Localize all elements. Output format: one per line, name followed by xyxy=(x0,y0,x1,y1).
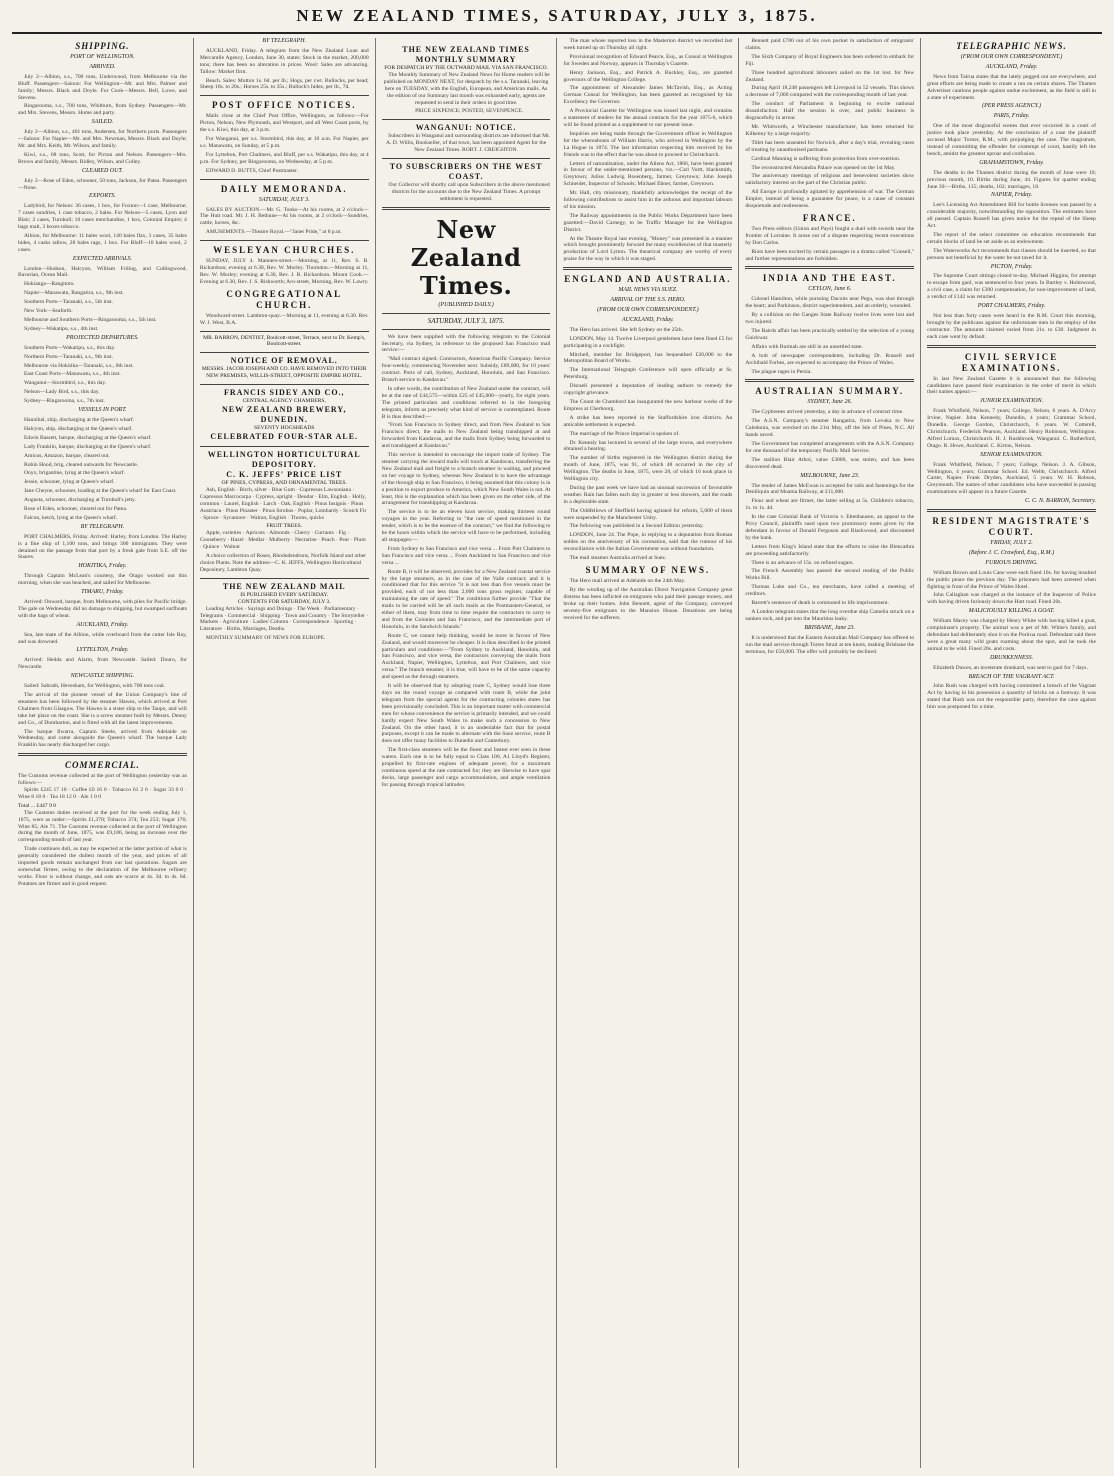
lyttelton-heading: LYTTELTON, Friday. xyxy=(76,647,129,654)
column-news xyxy=(557,38,739,1468)
removal-ad xyxy=(200,352,369,380)
furious-driving-heading: FURIOUS DRIVING. xyxy=(985,559,1038,566)
dentist-ad xyxy=(200,331,369,349)
divider xyxy=(927,509,1096,512)
west-coast-ad xyxy=(382,158,551,203)
removal-text: MESSRS. JACOB JOSEPH AND CO. HAVE REMOVED INTO THEIR NEW PREMISES, WILLIS-STREET, OPPOSITE EMPIRE HOTEL. xyxy=(201,366,367,380)
customs-total xyxy=(18,803,187,810)
exports-heading: EXPORTS. xyxy=(88,193,116,200)
sailed-heading: SAILED. xyxy=(91,119,114,126)
newcastle-heading: NEWCASTLE SHIPPING. xyxy=(70,673,135,680)
divider xyxy=(927,345,1096,348)
text-block: The deaths in the Thames district during the month of June were 10; previous month, 10. Births during June, 44. Figures for quarter ending June 30:—Births, 115; deaths, 102; marriages, 18. xyxy=(927,169,1096,190)
text-block: One of the most disgraceful scenes that ever occurred in a court of justice took place yesterday. At the conclusion of a case the plaintiff accused Major Turner, R.M., with prejudging the case. The magistrate, instead of committing the offender for contempt of court, hastily left the bench, amidst the greatest uproar and confusion. xyxy=(927,123,1096,157)
text-block: Spirits £245 17 10 · Coffee £0 16 0 · Tobacco 61 2 6 · Sugar 33 0 0 · Wine 8 18 0 · Tea 18 12 0 · Ale 1 0 0 xyxy=(18,787,187,800)
column-shipping xyxy=(12,38,194,1468)
hogsheads-text: SEVENTY HOGSHEADS xyxy=(253,425,315,432)
dentist-ad-text: MR. BARRON, DENTIST, Boulcott-street, Terrace, next to Dr. Kemp's, Boulcott-street. xyxy=(203,334,366,348)
summary-news-heading: SUMMARY OF NEWS. xyxy=(585,565,711,575)
columns xyxy=(12,38,1102,1468)
port-heading: PORT OF WELLINGTON. xyxy=(70,54,135,60)
text-block: Hannibal, ship, discharging at the Queen's wharf. Halcyon, ship, discharging at the Queen's wharf. Edwin Bassett, barque, discharging at the Queen's wharf. Lady Franklin, barque, discharging at the Queen's wharf. Amicus, Amazon, barque, cleared out. Robin Hood, brig, cleared outwards for Newcastle. Onyx, brigantine, lying at the Queen's wharf. Jessie, schooner, lying at Queen's wharf. Jane Cheyne, schooner, loading at the Queen's wharf for East Coast. Augusta, schooner, discharging at Turnbull's jetty. Rose of Eden, schooner, cleared out for Patea. Falcon, ketch, lying at the Queen's wharf. xyxy=(24,416,177,521)
civil-service-heading: CIVIL SERVICE EXAMINATIONS. xyxy=(961,351,1062,373)
mail-contents: CONTENTS FOR SATURDAY, JULY 3. xyxy=(237,598,331,605)
divider xyxy=(18,753,187,756)
jeffs-sub: OF PINES, CYPRESS, AND ORNAMENTAL TREES. xyxy=(221,480,347,486)
expected-heading: EXPECTED ARRIVALS. xyxy=(72,255,132,262)
text-block: The man whose reported loss in the Masterton district we recorded last week turned up on Thursday all right. Provisional recognition of Edward Pearce, Esq., as Consul at Wellington for Sweden and Norway, appears in Thursday's Gazette. Henry Jackson, Esq., and Patrick A. Buckley, Esq., are gazetted governors of the Wellington College. The appointment of Alexander James McTavish, Esq., as Acting German Consul for Wellington, has been gazetted as recognised by his Excellency the Governor. A Provincial Gazette for Wellington was issued last night, and contains a statement of tenders for the annual contracts for the year 1875-6, which will be found printed as a supplement to our present issue. Inquiries are being made through the Government officer in Wellington for the whereabouts of William Harris, who arrived in Wellington by the La Hogue in 1874. The last information respecting him received by his friends was to the effect that he was about to proceed to Christchurch. Letters of naturalisation, under the Aliens Act, 1866, have been granted in favour of the under-mentioned persons, viz.—Carl Vortt, blacksmith, Greytown; Julius Ludwig Rosenberg, farmer, Greytown; John Joseph Schneider, Inspector of Schools; Michael Ebner, farmer, Greytown. Mr. Hall, city missionary, thankfully acknowledges the receipt of the following contributions to assist him in the arduous and important labours of his mission. The Railway appointments in the Public Works Department have been gazetted:—David Carnegy, to be Traffic Manager for the Wellington District. At the Theatre Royal last evening, "Money" was presented in a manner which brought prominently forward the many excellencies of that masterly production of Lord Lytton. The theatrical company are worthy of every praise for the way in which it was staged. xyxy=(563,38,733,263)
divider xyxy=(382,313,551,314)
arrived-heading: ARRIVED. xyxy=(89,63,116,70)
editorial-text: We have been supplied with the following telegram to the Colonial Secretary, via Sydney, in reference to the proposed San Francisco mail service:— "Mail contract signed. Contractors, American Pacific Company. Service four-weekly, commencing November next. Subsidy, £89,000, for 10 years' contract. Ports of call, Sydney, Auckland, Honolulu, and San Francisco. Branch service to Kandavau." In other words, the contribution of New Zealand under the contract, will be at the rate of £44,575—within £25 of £45,000—yearly, for eight years. The printed particulars and conditions referred to in the foregoing telegram, inform us precisely what kind of service is contemplated. Route B is thus described:— "From San Francisco to Sydney direct, and from New Zealand to San Francisco direct, the mails to New Zealand being transhipped at and forwarded from Kandavau, and the mails from Sydney being forwarded to and transhipped at Kandavau." This service is intended to encourage the import trade of Sydney. The steamer carrying the inward mails will touch at Kandavau, transferring the New Zealand mail and freight to a branch steamer in waiting, and proceed on her voyage to Sydney, whereas New Zealand is to have the advantage of the through ship to San Francisco, it being assumed that this colony is in a position to export produce to America, which New South Wales is not. At least, this is the explanation which has been given on the other side, of the arrangement for transhipping at Kandavau. The service is to be an eleven knot service, making thirteen round voyages in the year. Referring to "the rate of speed mentioned in the tender, which is to be the essence of the contract," we find the following to be the hours within which the service will have to be performed, including all stoppages:— From Sydney to San Francisco and vice versa ... From Port Chalmers to San Francisco and vice versa ... From Auckland to San Francisco and vice versa ... Route B, it will be observed, provides for a New Zealand coastal service by the large steamers, as in the case of the Vaile contract; and it is conditioned that for this service "it is not less than five vessels must be provided, each of not less than 2,000 tons gross register, capable of maintaining the rate of speed." The conditions further provide "That the mails to be carried will be all such mails as the Postmasters-General, or either of them, may from time to time require the contractors to carry to and from the Colonies and San Francisco, and the intermediate port of Honolulu, in the Sandwich Islands." Route C, we cannot help thinking, would be more in favour of New Zealand, and would moreover be cheaper. It is thus described in the printed particulars and conditions:—"From Sydney to Auckland, Honolulu, and San Francisco, and vice versa, the contractors conveying the mails from Auckland, Napier, Wellington, Lyttelton, and Port Chalmers, and vice versa." The branch steamer, it is true, will have to be of the same capacity and speed as the through steamers. It will be observed that by adopting route C, Sydney would lose three days on the round voyage as compared with route B, while the joint telegram from the special agents for the contracting colonies states has been provisionally concluded. This is an important matter with commercial men for whose convenience the service is primarily intended, and we could hardly expect New South Wales to make such a concession to New Zealand. On the other hand, it is an undeniable fact that for postal purposes, except it can be made to alternate with the Suez service, route B does not offer many facilities to Dunedin and Canterbury. The first-class steamers will be the finest and fastest ever seen in these waters. Each one is to be fully equal to Class 100, A1 Lloyd's Register, propelled by first-rate engines of adequate power, for a maximum continuous speed at the rate contracted for; they are likewise to have spar decks, large passenger and cargo accommodation, and ample ventilation for passing through tropical latitudes. xyxy=(381,333,551,788)
napier-dateline: NAPIER, Friday. xyxy=(990,192,1033,199)
france-heading: FRANCE. xyxy=(802,212,857,223)
text-block: PORT CHALMERS, Friday. Arrived: Harley, from London. The Harley is a fine ship of 1,100 tons, and brings 300 immigrants. They were detained on the passage from that port by a fresh gale from S.E. off the Snares. xyxy=(18,533,187,561)
text-block: AUCKLAND, Friday. A telegram from the New Zealand Loan and Mercantile Agency, London, June 30, states: Stock in the market, 200,000 tons; there has been no alteration in prices. Wool: Sales are advancing. Tallow: Market firm. Beach. Sales: Mutton 1s. 6d. per lb.; Hogs, per cwt. Bullocks, per head; Sheep 16s. to 20s.; Horses 25s. to 35s.; Bullock's hides, per lb., 7d. xyxy=(199,47,369,91)
text-block: July 2—Rose of Eden, schooner, 50 tons, Jackson, for Patea. Passengers—None. xyxy=(18,177,187,191)
text-block: Leading Articles · Sayings and Doings · The Week · Parliamentary · Telegrams · Commercial · Shipping · Town and Country · The Storyteller · Markets · Agriculture · Ladies' Column · Correspondence · Sporting · Literature · Births, Marriages, Deaths. MONTHLY SUMMARY OF NEWS FOR EUROPE. xyxy=(199,605,369,642)
drunkenness-heading: DRUNKENNESS. xyxy=(989,654,1034,661)
text-block: In last New Zealand Gazette it is announced that the following candidates have passed their examination in the order of merit in which their names appear:— xyxy=(927,375,1096,396)
shipping-heading: SHIPPING. xyxy=(75,41,130,51)
timaru-heading: TIMARU, Friday. xyxy=(81,589,124,596)
junior-heading: JUNIOR EXAMINATION. xyxy=(980,398,1044,405)
mail-ad xyxy=(200,578,369,642)
paris-dateline: PARIS, Friday. xyxy=(993,113,1030,120)
text-block: SUNDAY, JULY 4. Manners-street.—Morning, at 11, Rev. S. B. Richardson; evening at 6.30, Rev. W. Morley. Thorndon.—Morning at 11, Rev. W. Morley; evening at 6.30, Rev. J. B. Richardson. Mount Cook.—Evening at 6.30, Rev. J. S. Rishworth; Aro-street, Morning, Rev. W. Lawry. xyxy=(199,258,369,285)
court-before: (Before J. C. Crawford, Esq., R.M.) xyxy=(968,549,1055,556)
court-heading: RESIDENT MAGISTRATE'S COURT. xyxy=(932,516,1091,538)
senior-heading: SENIOR EXAMINATION. xyxy=(980,451,1043,458)
text-block: Not less than forty cases were heard in the R.M. Court this morning, brought by the publicans against the unfortunate men in the employ of the contractor. The amounts claimed varied from 21s. to £30. Judgment in each case went by default. xyxy=(927,313,1096,340)
melbourne-dateline: MELBOURNE, June 23. xyxy=(800,472,860,479)
auckland-dateline: AUCKLAND, Friday. xyxy=(985,63,1038,70)
divider xyxy=(745,379,914,382)
divider xyxy=(563,267,732,270)
text-block: Lee's Licensing Act Amendment Bill for bottle licenses was passed by a considerable majority, notwithstanding the opposition. The estimates have all passed. Captain Russell has given notice for the repeal of the Sheep Act. The report of the select committee on education recommends that certain blocks of land be set aside as an endowment. The Waterworks Act recommends that classes should be inserted, so that persons not beneficial by the water be not taxed for it. xyxy=(927,202,1096,261)
own-correspondent-note: (FROM OUR OWN CORRESPONDENT.) xyxy=(597,307,699,313)
text-block: SALES BY AUCTION.—Mr. G. Tonks—At his rooms, at 2 o'clock—The Hutt road. Mr. J. H. Bethune—At his rooms, at 2 o'clock—Sundries, cattle, horses, &c. AMUSEMENTS.—Theatre Royal.—"Janet Pride," at 8 p.m. xyxy=(199,206,369,236)
text-block: News from Tairua states that the lately pegged out are everywhere, and great efforts are being made to create a run on certain shares. The Thames Advertiser cautions people against undue excitement, as the field is still in a state of experiment. xyxy=(927,73,1096,101)
text-block: The Customs duties received at the port for the week ending July 1, 1875, were as under:—Spirits £1,378; Tobacco 374; Tea 253; Sugar 176; Wine 85; Ale 71. The Customs revenue collected at the port of Wellington during the month of June, 1875, was £9,186, being an increase over the corresponding month of last year. Trade continues dull, as may be expected at the latter portion of what is generally considered the dullest month of the year, and prices of all imported goods remain unchanged from our last quotations. Sugars are somewhat firmer, owing to the declaration of the Melbourne refinery works. Flour is without change, and oats are scarce at 4s. 3d. to 4s. 6d. Potatoes are firmer and in good request. xyxy=(18,809,187,887)
text-block: Subscribers in Wanganui and surrounding districts are informed that Mr. A. D. Willis, Bookseller, of that town, has been appointed Agent for the New Zealand Times. ROBT. J. CREIGHTON. xyxy=(385,133,551,154)
arrival-heading: ARRIVAL OF THE S.S. HERO. xyxy=(610,297,686,304)
sidey-heading: FRANCIS SIDEY AND CO., xyxy=(223,388,345,398)
text-block: William Macey was charged by Henry White with having killed a goat, complainant's property. The animal was a pet of Mr. White's family, and defendant had deliberately shot it on the Porirua road. Defendant said there were a great many wild goats roaming about the spot, and he took the animal to be wild. Fined 20s. and costs. xyxy=(927,618,1096,652)
projected-heading: PROJECTED DEPARTURES. xyxy=(66,334,139,341)
column-notices xyxy=(194,38,376,1468)
secretary-signature: C. C. N. BARRON, Secretary. xyxy=(1025,498,1096,505)
wanganui-heading: WANGANUI: NOTICE. xyxy=(415,123,517,133)
published-daily: (PUBLISHED DAILY.) xyxy=(438,301,494,308)
text-block: The tender of James McEwan is accepted for rails and fastenings for the Deniliquin and Moama Railway, at £11,000. Flour and wheat are firmer, the latter selling at 5s. Children's tobacco, 1s. to 1s. 4d. In the case Colonial Bank of Victoria v. Ettenhausen, an appeal to the Privy Council, plaintiffs sued upon two promissory notes given by the defendant in favour of Donald Ferguson and Blackwood, and discounted by the bank. Letters from King's Island state that the efforts to raise the Blencathra are proceeding satisfactorily. There is an advance of 15s. on refined sugars. The French Assembly has passed the second reading of the Public Works Bill. Thomas Luke and Co., tea merchants, have called a meeting of creditors. Barrett's sentence of death is commuted to life imprisonment. A London telegram states that the long overdue ship Camelia struck on a sunken rock, and put into the Mauritius leaky. xyxy=(745,482,915,622)
text-block: Ash, English · Birch, silver · Blue Gum · Cupressus Lawsoniana · Cupressus Macrocarpa · Cypress, upright · Deodar · Elm, English · Holly, common · Laurel, English · Larch · Oak, English · Pinus Insignis · Pinus Austriaca · Pinus Pinaster · Pinus Strobus · Poplar, Lombardy · Scotch Fir · Spruce · Sycamore · Walnut, English · Thorns, quicks xyxy=(199,486,367,521)
sidey-ad xyxy=(200,384,369,442)
text-block: Arrived: Onward, barque, from Melbourne, with piles for Pacific bridge. The gale on Wednesday did no damage to shipping, but swamped surfboats with the bags of wheat. xyxy=(18,599,187,619)
text-block: Frank Whitfield, Nelson, 7 years; College, Nelson, 6 years. A. D'Arcy Irvine, Napier. John Kennedy, Dunedin, 4 years; Grammar School, Dunedin. George Gordon, Christchurch, 6 years. W. Cotterell, Christchurch. Frederick Pearson, Auckland. Henry Robinson, Wellington. Alfred Lomax, Christchurch. H. J. Rushbrook, Wanganui. C. Rutherford, Otago. R. Howe, Auckland. C. Kirton, Nelson. xyxy=(927,408,1096,449)
maliciously-heading: MALICIOUSLY KILLING A GOAT. xyxy=(968,608,1055,615)
text-block: The Hero mail arrived at Adelaide on the 24th May. By the winding up of the Australian Direct Navigation Company great distress has been inflicted on emigrants who paid their passage money, and broke up their homes. John Bennett, agent of the Company, conveyed seventy-five emigrants to the Mansion House. Donations are being received for the sufferers. xyxy=(563,578,733,621)
masthead-title: NEW ZEALAND TIMES, SATURDAY, JULY 3, 1875. xyxy=(296,6,818,25)
india-heading: INDIA AND THE EAST. xyxy=(762,273,897,284)
text-block: Colonel Hamilton, while pursuing Dacoits near Pegu, was shot through the heart; and Parkinson, district superintendent, and an orderly, wounded. By a collision on the Ganges State Railway twelve lives were lost and two injured. The Bairds affair has been practically settled by the selection of a young Guickwar. Affairs with Burmah are still in an unsettled state. A bolt of newspaper correspondents, including Dr. Russell and Archibald Forbes, are expected to accompany the Prince of Wales. The plague rages in Persia. xyxy=(745,296,915,375)
vessels-heading: VESSELS IN PORT. xyxy=(78,407,127,414)
editorial-dateline: SATURDAY, JULY 3, 1875. xyxy=(427,316,505,325)
text-block: Mails close at the Chief Post Office, Wellington, as follows:—For Picton, Nelson, New Plymouth, and Westport, and all West Coast ports, by the s.s. Kiwi, this day, at 3 p.m. For Wanganui, per s.s. Stormbird, this day, at 10 a.m. For Napier, per s.s. Manawatu, on Sunday, at 5 p.m. For Lyttelton, Port Chalmers, and Bluff, per s.s. Wakatipu, this day, at 4 p.m. For Sydney, per Ringarooma, on Wednesday, at 5 p.m. EDWARD D. BUTTS, Chief Postmaster. xyxy=(199,113,369,174)
sidey-sub: CENTRAL AGENCY CHAMBERS, xyxy=(242,398,326,405)
congregational-heading: CONGREGATIONAL CHURCH. xyxy=(226,288,343,310)
wanganui-ad xyxy=(382,119,551,154)
customs-text: The Customs revenue collected at the port of Wellington yesterday was as follows:— xyxy=(18,773,187,787)
text-block: The Monthly Summary of New Zealand News for Home readers will be published on MONDAY NEXT, for despatch by the s.s. Taranaki, leaving here on TUESDAY, with the English, European, and American mails. As the edition of our Summary last month was exhausted early, agents are requested to send in their orders in good time. PRICE SIXPENCE; POSTED, SEVENPENCE. xyxy=(383,71,550,115)
text-block: Woodward-street. Lambton-quay.—Morning at 11, evening at 6.30. Rev. W. J. West, B.A. xyxy=(199,312,369,326)
west-coast-heading: TO SUBSCRIBERS ON THE WEST COAST. xyxy=(389,162,543,182)
sydney-dateline: SYDNEY, June 26. xyxy=(807,399,852,406)
press-agency-note: (PER PRESS AGENCY.) xyxy=(982,103,1041,110)
text-block: Frank Whitfield, Nelson, 7 years; College, Nelson. J. A. Gibson, Wellington, 4 years; Grammar School. Ed. Webb, Christchurch. Alfred Carter, Napier. Frank Dryden, Auckland, 5 years. W. H. Robson, Greymouth. The names of other candidates who have succeeded in passing examinations will appear in a future Gazette. xyxy=(927,461,1096,496)
text-block: Southern Ports—Wakatipu, s.s., this day. Northern Ports—Taranaki, s.s., 9th inst. Melbourne via Hokitika—Taranaki, s.s., 6th inst. East Coast Ports—Manawatu, s.s., 4th inst. Wanganui—Stormbird, s.s., this day. Nelson—Lady Bird, s.s., this day. Sydney—Ringarooma, s.s., 7th inst. xyxy=(24,344,134,405)
mail-heading: THE NEW ZEALAND MAIL xyxy=(222,581,346,591)
memoranda-date: SATURDAY, JULY 3. xyxy=(258,196,310,203)
telegraph-heading: BY TELEGRAPH. xyxy=(80,523,125,530)
cleared-heading: CLEARED OUT. xyxy=(81,167,123,174)
jeffs-heading: C. K. JEFFS' PRICE LIST xyxy=(226,470,343,479)
divider xyxy=(745,266,914,269)
fruit-trees-heading: FRUIT TREES. xyxy=(266,523,303,530)
text-block: Sailed: Sabrath, Hevesham, for Wellington, with 700 tons coal. The arrival of the pioneer vessel of the Union Company's line of steamers has been followed by the steamer Hawea, which arrived at Port Chalmers from Glasgow. The Hawea is a sister ship to the Taupo, and will take her place on the coast. She is a screw steamer built by Messrs. Denny and Co., of Dumbarton, and is fitted with all the latest improvements. The barque Ilwarra, Captain Steele, arrived from Adelaide on Wednesday, and came alongside the Queen's wharf. The barque Lady Franklin has nearly discharged her cargo. xyxy=(18,683,187,749)
vagrancy-heading: BREACH OF THE VAGRANT ACT. xyxy=(968,673,1055,680)
removal-heading: NOTICE OF REMOVAL. xyxy=(230,356,338,366)
mail-news-heading: MAIL NEWS VIA SUEZ. xyxy=(618,287,678,294)
text-block: It is understood that the Eastern Australian Mail Company has offered to run the mail service through Torres Strait at ten knots, making Brisbane the terminus, for £50,000. The offer will probably be declined. xyxy=(745,634,915,655)
australian-heading: AUSTRALIAN SUMMARY. xyxy=(755,386,905,397)
brewery-heading: NEW ZEALAND BREWERY, DUNEDIN. xyxy=(222,405,347,425)
wesleyan-heading: WESLEYAN CHURCHES. xyxy=(213,245,356,256)
divider xyxy=(200,240,369,241)
divider xyxy=(200,179,369,180)
text-block: The Supreme Court sittings closed to-day. Michael Higgins, for attempt to escape from gaol, was sentenced to four years. In Bartley v. Holmwood, a civil case, a claim for £300 compensation, for non-improvement of land, a verdict of £142 was returned. xyxy=(927,273,1096,301)
summary-heading: THE NEW ZEALAND TIMES MONTHLY SUMMARY xyxy=(402,45,530,64)
text-block: Apple, varieties · Apricots · Almonds · Cherry · Currants · Fig · Gooseberry · Hazel · Medlar · Mulberry · Nectarine · Peach · Pear · Plum · Quince · Walnut A choice collection of Roses, Rhododendrons, Norfolk Island and other choice Plants. Note the address—C. K. JEFFS, Wellington Horticultural Depository, Lambton Quay. xyxy=(199,530,366,573)
text-block: Sea, late mate of the Albion, while overboard from the cutter Isle Ray, and was drowned. xyxy=(18,631,187,645)
summary-ad xyxy=(382,42,551,115)
text-block: The Cyphrenes arrived yesterday, a day in advance of contract time. The A.S.N. Company's steamer Rangatira, from Levuka to New Caledonia, was wrecked on the 21st May, off the Isle of Pines, N.C. All hands saved. The Government has completed arrangements with the A.S.N. Company for one thousand of the temporary Pacific Mail Service. The stallion Blair Athol, value £3000, was stolen, and has been discovered dead. xyxy=(745,409,915,470)
divider xyxy=(382,207,551,210)
four-star-heading: CELEBRATED FOUR-STAR ALE. xyxy=(210,432,359,441)
divider xyxy=(200,95,369,96)
mail-sub: IS PUBLISHED EVERY SATURDAY. xyxy=(240,591,329,598)
column-foreign xyxy=(739,38,921,1468)
chalmers-dateline: PORT CHALMERS, Friday. xyxy=(977,303,1046,310)
summary-sub: FOR DESPATCH BY THE OUTWARD MAIL VIA SAN FRANCISCO. xyxy=(384,65,548,71)
text-block: July 2—Albion, s.s., 401 tons, Andersen, for Northern ports. Passengers—Saloon: For Napier—Mr. and Mrs. Newman, Messrs. Black and Doyle; Mr. and Mrs. Keith, Mr. Wilson, and family. Kiwi, s.s., 68 tons, Scott, for Picton and Nelson. Passengers—Mrs. Brown and family, Messrs. Ridley, Wilson, and Colley. xyxy=(18,129,187,165)
text-block: London—Hudson, Halcyon, William Friling, and Collingwood, Bavarian, Ocean Mail. Hokianga—Rangitoto. Napier—Manawatu, Rangatira, s.s., 9th inst. Southern Ports—Taranaki, s.s., 5th inst. New York—Seaforth. Melbourne and Southern Ports—Ringarooma, s.s., 5th inst. Sydney—Wakatipu, s.s., 4th inst. xyxy=(18,265,187,332)
customs-total-text: Total ... £447 9 0 xyxy=(18,802,56,809)
telegraph-heading-2: BY TELEGRAPH. xyxy=(262,38,307,44)
ceylon-dateline: CEYLON, June 6. xyxy=(808,286,852,293)
grahamstown-dateline: GRAHAMSTOWN, Friday. xyxy=(979,159,1044,166)
horticultural-ad xyxy=(200,446,369,574)
text-block: Through Captain McLean's courtesy, the Otago worked out this morning, when she was beached, and sailed for Melbourne. xyxy=(18,573,187,587)
text-block: William Brown and Louis Cane were each fined 10s. for having insulted the public peace the previous day. The prisoners had been arrested when fighting in front of the Prince of Wales Hotel. John Callaghan was charged at the instance of the Inspector of Police with having driven furiously down the Hutt road. Fined 20s. xyxy=(927,569,1096,606)
text-block: John Rush was charged with having committed a breach of the Vagrant Act by having in his possession a quantity of bricks on a footway. It was stated that Rush was not the responsible party, therefore the case against him was postponed for a time. xyxy=(927,683,1096,711)
text-block: July 2—Albion, s.s., 700 tons, Underwood, from Melbourne via the Bluff. Passengers—Saloon: For Wellington—Mr. and Mrs. Palmer and family; Messrs. Black and Doyle. For Cook—Messrs. Bell, Lowe, and Stevens. Ringarooma, s.s., 700 tons, Whitburn, from Sydney. Passengers—Mr. and Mrs. Stevens, Messrs. Hume and party. xyxy=(18,73,187,117)
own-correspondent-note: (FROM OUR OWN CORRESPONDENT.) xyxy=(960,54,1063,60)
commercial-heading: COMMERCIAL. xyxy=(65,760,140,771)
hokitika-heading: HOKITIKA, Friday. xyxy=(78,563,127,570)
brisbane-dateline: BRISBANE, June 23. xyxy=(804,624,856,631)
picton-dateline: PICTON, Friday. xyxy=(990,263,1033,270)
telegraphic-heading: TELEGRAPHIC NEWS. xyxy=(956,41,1067,51)
text-block: Ladybird, for Nelson: 36 cases, 1 box, for Foxton—1 case, Melbourne; 7 cases sundries, 1 case tobacco, 2 bales. For Nelson—5 cases, Lyon and Blair; 2 cases, Turnbull; 10 cases merchandise, 1 box, Colonial Empire; 4 bags malt, 3 boxes tobacco. Albion, for Melbourne: 11 bales wool, 140 bales flax, 3 cases, 35 bales hides, 4 casks tallow, 28 bales rags, 1 box. For Bluff—10 bales wool, 2 cases. xyxy=(18,203,187,253)
column-editorial xyxy=(376,38,558,1468)
divider xyxy=(382,329,551,330)
text-block: The Hero has arrived. She left Sydney on the 25th. LONDON, May 14. Twelve Liverpool gentlemen have been fined £5 for participating in a cockfight. Mitchell, member for Bridgeport, has bequeathed £20,000 to the Metropolitan Board of Works. The International Telegraph Conference will open officially at St. Petersburg. Disraeli presented a deputation of leading authors to remedy the copyright grievance. The Count de Chambord has inaugurated the new harbour works of the Empress at Cherbourg. A strike has been reported in the Staffordshire iron districts. An amicable settlement is expected. The marriage of the Prince Imperial is spoken of. Dr. Kenealy has lectured in several of the large towns, and everywhere obtained a hearing. The number of births registered in the Wellington district during the month of June, 1875, was 91, of which 48 occurred in the city of Wellington. The deaths in June, 1875, were 28, of which 16 took place in Wellington city. During the past week we have had an unusual succession of favourable weather. Rain has fallen each day in greater or less showers, and the roads in a deplorable state. The Oddfellows of Sheffield having agitated for reform, 5,000 of them were suspended by the Manchester Unity. The following was published in a Second Edition yesterday. LONDON, June 24. The Pope, in replying to a deputation from Roman nobles on the anniversary of his coronation, said that the rumour of his reconciliation with the Italian Government was without foundation. The mail steamer Australia arrived at Suez. xyxy=(563,326,733,562)
memoranda-heading: DAILY MEMORANDA. xyxy=(220,183,348,194)
column-telegraphic xyxy=(921,38,1102,1468)
horticultural-heading: WELLINGTON HORTICULTURAL DEPOSITORY. xyxy=(207,450,361,469)
england-heading: ENGLAND AND AUSTRALIA. xyxy=(564,274,732,285)
post-office-heading: POST OFFICE NOTICES. xyxy=(211,100,357,111)
text-block: Two Press editors (Union and Pays) fought a duel with swords near the frontier of Lorraine. It arose out of a dispute respecting recent executions by Don Carlos. Riots have been excited by certain passages in a drama called "Conseil," and further representations are forbidden. xyxy=(745,225,915,262)
text-block: Our Collector will shortly call upon Subscribers in the above mentioned districts for the accounts due to the New Zealand Times. A prompt settlement is requested. xyxy=(388,182,550,202)
text-block: Elizabeth Dawes, an inveterate drunkard, was sent to gaol for 7 days. xyxy=(933,664,1088,671)
auckland-heading: AUCKLAND, Friday. xyxy=(76,621,129,628)
text-block: Arrived: Hedda and Alarm, from Newcastle. Sailed: Douro, for Newcastle. xyxy=(18,657,187,671)
masthead xyxy=(12,6,1102,34)
text-block: Bennett paid £700 out of his own pocket in satisfaction of emigrants' claims. The Sixth Company of Royal Engineers has been ordered to embark for Fiji. Three hundred agricultural labourers sailed on the 1st inst. for New Zealand. During April 18,248 passengers left Liverpool in 52 vessels. This shows a decrease of 7,000 compared with the corresponding month of last year. The conduct of Parliament is beginning to excite national dissatisfaction. Half the session is over, and public business is disgracefully in arrear. Mr. Whitworth, a Winchester manufacturer, has been returned for Kilkenny by a large majority. Tillet has been unseated for Norwich, after a day's trial, revealing cases of treating by unauthorised partisans. Cardinal Manning is suffering from protection from over-exertion. The reconstructed Alexandra Palace was opened on the 1st May. The anniversary meetings of religious and benevolent societies show satisfactory interest on the part of the Christian public. All Europe is profoundly agitated by apprehension of war. The German Empire, instead of being a guarantee for peace, is a cause of constant disquietude and restlessness. xyxy=(745,38,915,210)
auckland-dateline: AUCKLAND, Friday. xyxy=(621,316,674,323)
court-date: FRIDAY, JULY 2. xyxy=(990,540,1033,547)
paper-title: New Zealand Times. xyxy=(410,214,522,300)
